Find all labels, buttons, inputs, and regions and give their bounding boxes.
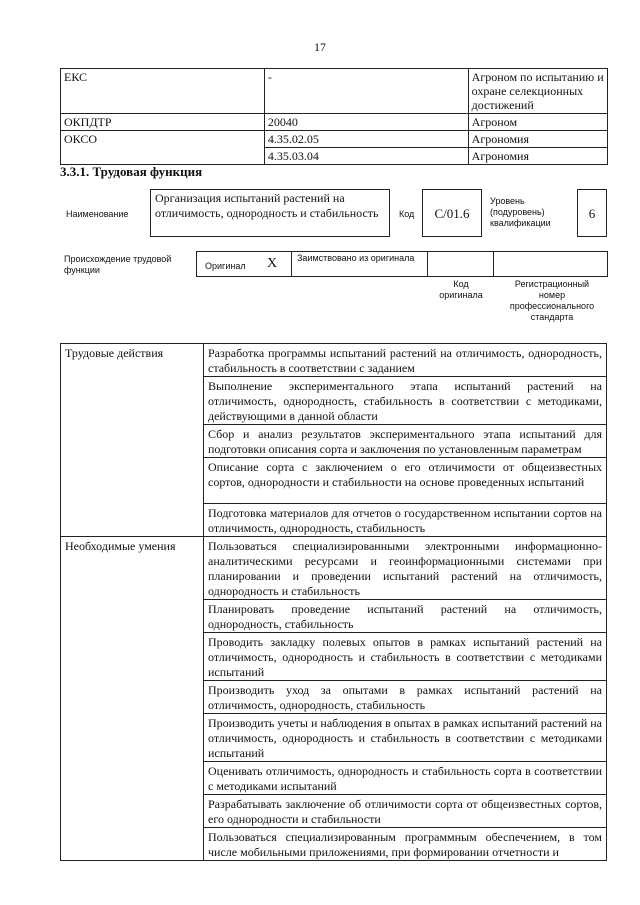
table-cell: Агроном по испытанию и охране селекционных достижений: [468, 69, 607, 114]
labor-action-item: Подготовка материалов для отчетов о государственном испытании сортов на отличимость, однородность, стабильность: [204, 504, 607, 537]
section-title: 3.3.1. Трудовая функция: [60, 164, 203, 179]
labor-action-item: Выполнение экспериментального этапа испытаний растений на отличимость, однородность, стабильность в соответствии с методиками, действующими в данной области: [204, 377, 607, 425]
labor-action-item: Описание сорта с заключением о его отличимости от общеизвестных сортов, однородности и стабильности на основе проведенных испытаний: [204, 458, 607, 504]
divider: [291, 251, 292, 277]
skill-item: Пользоваться специализированными электронными информационно-аналитическими ресурсами и геоинформационными системами при планировании и проведении испытаний растений на отличимость, однородность и стабильность: [204, 537, 607, 600]
skill-item: Пользоваться специализированным программным обеспечением, в том числе мобильными приложениями, при формировании отчетности и: [204, 828, 607, 861]
skill-item: Разрабатывать заключение об отличимости сорта от общеизвестных сортов, его однородности и стабильности: [204, 795, 607, 828]
code-caption: Код оригинала: [439, 279, 483, 300]
table-row: [61, 69, 608, 114]
name-label: Наименование: [66, 209, 129, 219]
table-cell: 20040: [264, 114, 468, 131]
table-row: [61, 114, 608, 131]
labor-action-item: Разработка программы испытаний растений на отличимость, однородность, стабильность в соответствии с заданием: [204, 344, 607, 377]
origin-label: Происхождение трудовой функции: [64, 254, 172, 275]
table-row: [61, 537, 607, 600]
code-label: Код: [399, 209, 415, 219]
table-row: [61, 131, 608, 148]
labor-action-item: Сбор и анализ результатов экспериментального этапа испытаний для подготовки описания сорта и заключения по установленным параметрам: [204, 425, 607, 458]
skill-item: Производить учеты и наблюдения в опытах в рамках испытаний растений на отличимость, однородность и стабильность в соответствии с методиками испытаний: [204, 714, 607, 762]
skill-item: Проводить закладку полевых опытов в рамках испытаний растений на отличимость, однородность и стабильность в соответствии с методиками испытаний: [204, 633, 607, 681]
table-cell: 4.35.03.04: [264, 148, 468, 165]
original-mark: X: [267, 256, 278, 271]
skill-item: Планировать проведение испытаний растений на отличимость, однородность, стабильность: [204, 600, 607, 633]
divider: [427, 251, 428, 277]
level-value: 6: [577, 189, 607, 237]
original-label: Оригинал: [205, 261, 246, 271]
table-row: [61, 344, 607, 377]
labor-actions-label: Трудовые действия: [61, 344, 204, 537]
borrowed-label: Заимствовано из оригинала: [297, 253, 415, 263]
table-cell: Агрономия: [468, 131, 607, 148]
table-cell: Агрономия: [468, 148, 607, 165]
table-cell: ОКСО: [61, 131, 265, 165]
required-skills-label: Необходимые умения: [61, 537, 204, 861]
table-cell: Агроном: [468, 114, 607, 131]
reg-caption: Регистрационный номер профессионального стандарта: [509, 279, 595, 322]
table-cell: 4.35.02.05: [264, 131, 468, 148]
origin-box: [196, 251, 608, 277]
table-cell: ЕКС: [61, 69, 265, 114]
table-cell: -: [264, 69, 468, 114]
skill-item: Производить уход за опытами в рамках испытаний растений на отличимость, однородность, стабильность: [204, 681, 607, 714]
divider: [493, 251, 494, 277]
function-code-value: С/01.6: [422, 189, 482, 237]
level-label: Уровень (подуровень) квалификации: [490, 196, 551, 228]
table-cell: ОКПДТР: [61, 114, 265, 131]
function-details-table: [60, 343, 607, 861]
function-name-value: Организация испытаний растений на отличимость, однородность и стабильность: [150, 189, 390, 237]
classification-table: [60, 68, 608, 165]
skill-item: Оценивать отличимость, однородность и стабильность сорта в соответствии с методиками испытаний: [204, 762, 607, 795]
page-number: 17: [314, 40, 326, 54]
